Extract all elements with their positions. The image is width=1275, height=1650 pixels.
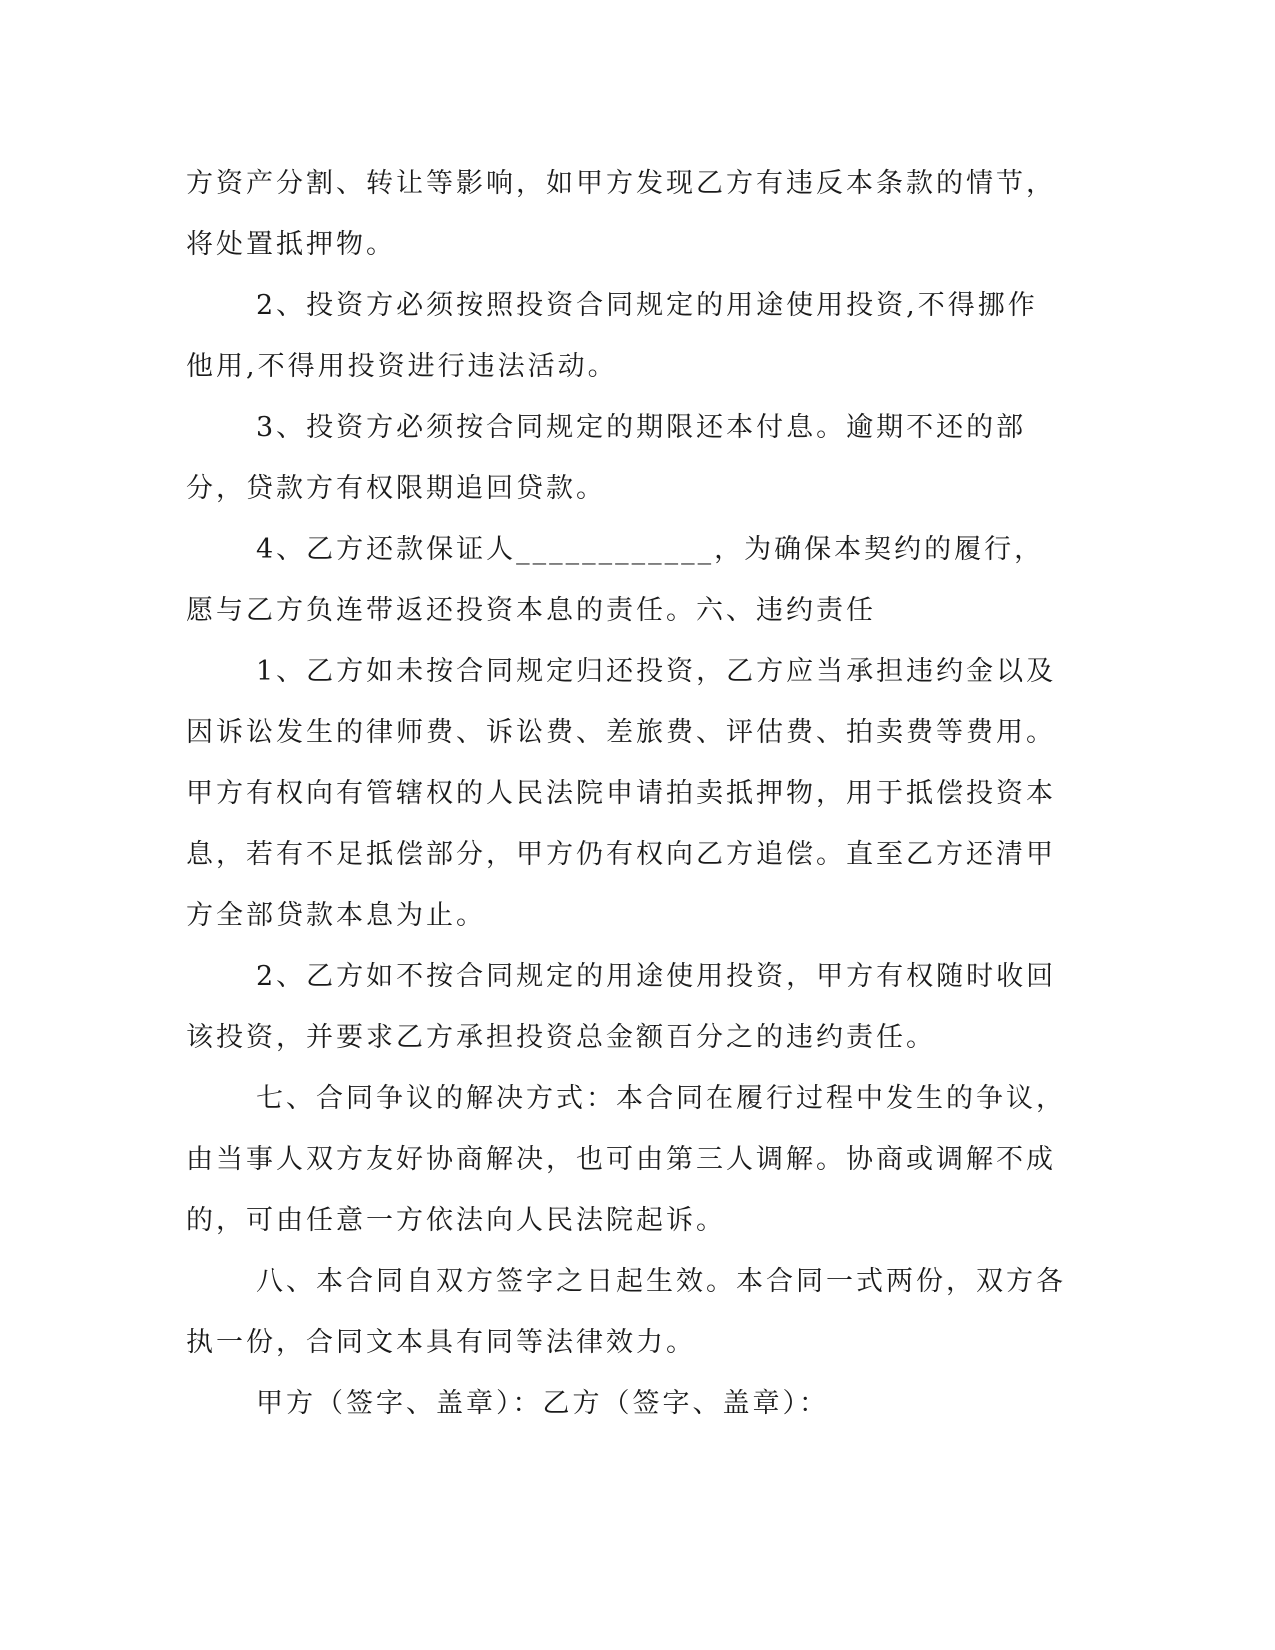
paragraph-dispute-resolution: 七、合同争议的解决方式：本合同在履行过程中发生的争议，由当事人双方友好协商解决，也可由第三人调解。协商或调解不成的，可由任意一方依法向人民法院起诉。 [186,1083,1066,1236]
paragraph-clause-4-guarantor: 4、乙方还款保证人____________，为确保本契约的履行，愿与乙方负连带返还投资本息的责任。六、违约责任 [186,534,1045,626]
paragraph-asset-disposal: 方资产分割、转让等影响，如甲方发现乙方有违反本条款的情节，将处置抵押物。 [186,168,1056,260]
paragraph-clause-3-repayment: 3、投资方必须按合同规定的期限还本付息。逾期不还的部分，贷款方有权限期追回贷款。 [186,412,1027,504]
paragraph-breach-2: 2、乙方如不按合同规定的用途使用投资，甲方有权随时收回该投资，并要求乙方承担投资总金额百分之的违约责任。 [186,961,1057,1053]
paragraph-breach-1: 1、乙方如未按合同规定归还投资，乙方应当承担违约金以及因诉讼发生的律师费、诉讼费、差旅费、评估费、拍卖费等费用。甲方有权向有管辖权的人民法院申请拍卖抵押物，用于抵偿投资本息，若有不足抵偿部分，甲方仍有权向乙方追偿。直至乙方还清甲方全部贷款本息为止。 [186,656,1057,931]
paragraph-clause-2-use-of-investment: 2、投资方必须按照投资合同规定的用途使用投资,不得挪作他用,不得用投资进行违法活动。 [186,290,1038,382]
paragraph-effectiveness: 八、本合同自双方签字之日起生效。本合同一式两份，双方各执一份，合同文本具有同等法律效力。 [186,1266,1066,1358]
signature-line: 甲方（签字、盖章）：乙方（签字、盖章）： [256,1388,829,1419]
contract-body [186,153,1066,1434]
